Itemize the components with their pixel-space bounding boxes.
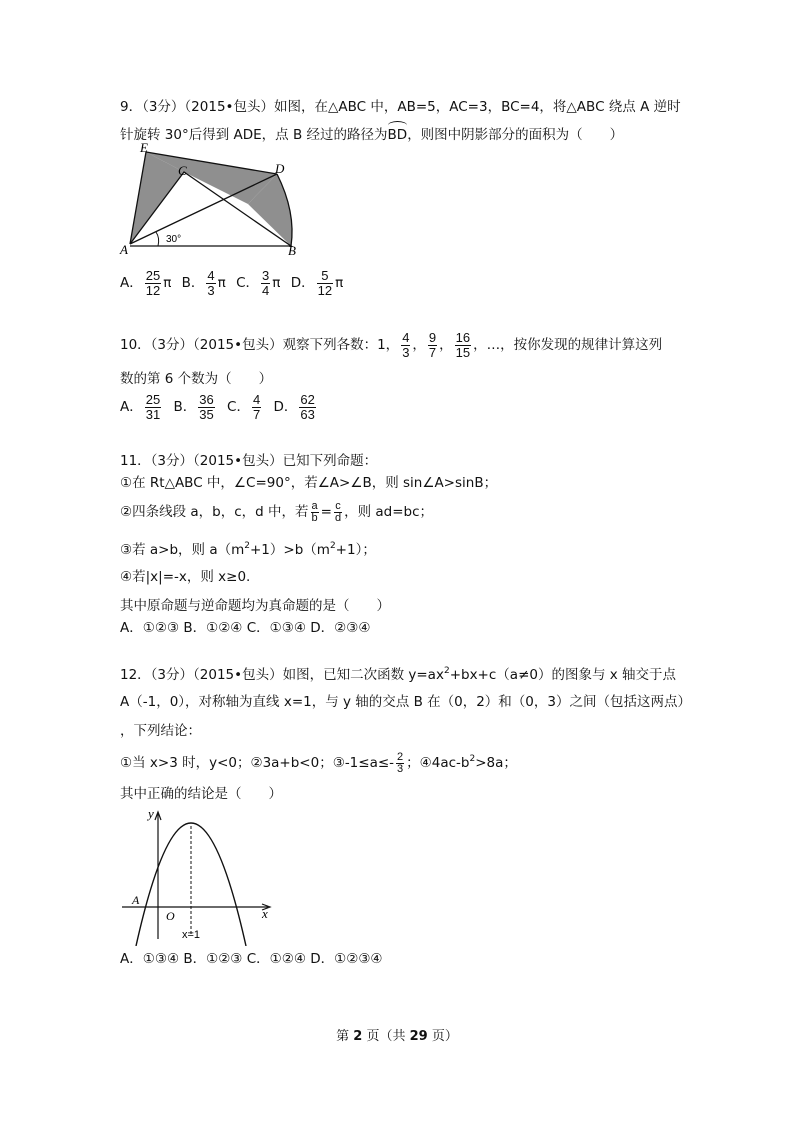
- q12-line1-b: +bx+c（a≠0）的图象与 x 轴交于点: [449, 667, 677, 683]
- frac-num: 4: [207, 267, 215, 283]
- q10-line1-b: ，…，按你发现的规律计算这列: [473, 337, 663, 353]
- q11-line1: 11．（3分）（2015•包头）已知下列命题：: [120, 453, 378, 469]
- page-footer: [0, 1025, 794, 1044]
- q12-label-a: A: [132, 893, 140, 907]
- superscript: 2: [329, 541, 336, 551]
- q10-option-a-label: A．: [120, 399, 143, 415]
- q10-frac-3: [455, 331, 471, 360]
- frac-den: 4: [262, 282, 270, 298]
- q10-option-d-label: D．: [273, 399, 298, 415]
- q10-option-d[interactable]: [274, 392, 318, 422]
- q12-frac: [396, 752, 404, 775]
- q9-label-e: E: [140, 142, 148, 155]
- frac-den: 7: [252, 406, 261, 422]
- q9-label-a: A: [120, 242, 128, 257]
- q10-option-a[interactable]: [120, 392, 163, 422]
- frac-num: 16: [455, 329, 471, 345]
- q10-option-b-frac: [198, 393, 214, 422]
- q11-frac-cd: [334, 501, 342, 524]
- frac-den: 35: [199, 406, 214, 422]
- frac-num: 5: [317, 269, 333, 284]
- q10-line1-a: 10．（3分）（2015•包头）观察下列各数：1，: [120, 337, 400, 353]
- q9-line2-a: 针旋转 30°后得到 ADE，点 B 经过的路径为: [120, 127, 388, 143]
- q9-option-c[interactable]: [236, 268, 280, 298]
- frac-den: 12: [145, 282, 161, 298]
- equals-sign: =: [320, 504, 332, 520]
- q10-option-c-frac: [252, 393, 261, 422]
- q12-label-x: x: [262, 906, 268, 921]
- q11-prop1: ①在 Rt△ABC 中，∠C=90°，若∠A>∠B，则 sin∠A>sinB；: [120, 475, 498, 491]
- q9-option-d-frac: [317, 269, 333, 298]
- q11-frac-ab: [311, 501, 319, 524]
- q9-line2-b: ，则图中阴影部分的面积为（ ）: [407, 127, 624, 143]
- frac-num: c: [335, 499, 341, 512]
- frac-den: 3: [402, 344, 410, 360]
- frac-num: 3: [262, 267, 270, 283]
- footer-total-pages: 29: [409, 1029, 428, 1044]
- q9-option-d-label: D．: [290, 275, 315, 291]
- q9-angle-arc: [156, 232, 159, 246]
- q9-option-d[interactable]: [291, 268, 344, 298]
- footer-page-number: 2: [353, 1029, 363, 1044]
- frac-den: 31: [145, 406, 161, 422]
- q12-line2: A（-1，0），对称轴为直线 x=1，与 y 轴的交点 B 在（0，2）和（0，3）之间（包括这两点）: [120, 694, 691, 710]
- pi-symbol: π: [335, 275, 344, 291]
- q11-prop3: [120, 537, 376, 559]
- q11-options[interactable]: A．①②③ B．①②④ C．①③④ D．②③④: [120, 620, 371, 636]
- q11-prop2: [120, 497, 433, 527]
- footer-mid: 页（共: [362, 1029, 410, 1044]
- q10-option-b[interactable]: [174, 392, 217, 422]
- pi-symbol: π: [272, 275, 281, 291]
- q12-figure: [118, 804, 278, 946]
- q9-arc-bd: BD: [388, 123, 408, 144]
- q12-conclusions-a: ①当 x>3 时，y<0；②3a+b<0；③-1≤a≤-: [120, 755, 395, 771]
- q12-line1: [120, 662, 676, 684]
- q9-label-b: B: [288, 243, 296, 258]
- q10-option-c[interactable]: [227, 392, 263, 422]
- q11-prop4: ④若|x|=-x，则 x≥0.: [120, 569, 251, 585]
- q12-conclusions: [120, 744, 517, 778]
- q10-options: [120, 392, 324, 422]
- pi-symbol: π: [217, 275, 226, 291]
- frac-num: 25: [145, 267, 161, 283]
- superscript: 2: [443, 666, 450, 676]
- pi-symbol: π: [163, 275, 172, 291]
- q9-option-c-label: C．: [236, 275, 260, 291]
- q9-line2: [120, 123, 623, 144]
- frac-den: 15: [455, 344, 471, 360]
- q9-options: [120, 268, 349, 298]
- frac-den: b: [311, 511, 318, 524]
- frac-num: 9: [428, 329, 437, 345]
- q9-option-a-label: A．: [120, 275, 143, 291]
- frac-num: 4: [252, 391, 261, 407]
- q9-line1: 9．（3分）（2015•包头）如图，在△ABC 中，AB=5，AC=3，BC=4，将△ABC 绕点 A 逆时: [120, 99, 681, 115]
- q12-label-y: y: [148, 806, 154, 821]
- footer-post: 页）: [427, 1029, 458, 1044]
- q9-label-d: D: [275, 161, 285, 176]
- q10-frac-1: [401, 331, 410, 360]
- frac-num: 4: [402, 329, 410, 345]
- q10-option-c-label: C．: [227, 399, 250, 415]
- superscript: 2: [244, 541, 250, 551]
- q10-option-a-frac: [145, 393, 161, 422]
- footer-pre: 第: [336, 1029, 354, 1044]
- q9-option-c-frac: [261, 269, 270, 298]
- q10-frac-2: [428, 331, 437, 360]
- q12-question: 其中正确的结论是（ ）: [120, 786, 282, 802]
- q11-prop3-a: ③若 a>b，则 a（m: [120, 542, 245, 558]
- q11-prop3-c: +1）；: [335, 542, 376, 558]
- q11-prop2-b: ，则 ad=bc；: [344, 504, 434, 520]
- frac-num: a: [311, 499, 318, 512]
- q9-figure: [118, 142, 308, 260]
- frac-num: 62: [300, 391, 315, 407]
- q11-prop3-b: +1）>b（m: [250, 542, 330, 558]
- q10-line1: 10．（3分）（2015•包头）观察下列各数：1， $\frac{4}{3}$ ， $\frac{9}{7}$ ， $\frac{16}{15}$ ，…，按你发现的规律计算这列: [120, 329, 663, 360]
- q12-label-o: O: [166, 909, 175, 923]
- q12-line1-a: 12．（3分）（2015•包头）如图，已知二次函数 y=ax: [120, 667, 444, 683]
- q9-label-c: C: [178, 163, 187, 178]
- frac-den: 3: [207, 282, 215, 298]
- q9-option-b[interactable]: [182, 268, 226, 298]
- frac-den: 7: [428, 344, 437, 360]
- q12-conclusions-b: ；④4ac-b: [406, 755, 470, 771]
- q12-conclusions-c: >8a；: [475, 755, 517, 771]
- q12-line3: ，下列结论：: [120, 723, 201, 739]
- q9-angle-label: 30°: [166, 234, 182, 245]
- frac-num: 36: [199, 391, 214, 407]
- superscript: 2: [469, 754, 476, 764]
- q9-option-a[interactable]: [120, 268, 171, 298]
- q10-option-b-label: B．: [173, 399, 197, 415]
- q9-option-a-frac: [145, 269, 161, 298]
- frac-den: 3: [397, 762, 404, 775]
- q12-label-axis: x=1: [182, 929, 201, 941]
- frac-den: 63: [300, 406, 315, 422]
- frac-den: d: [334, 511, 342, 524]
- q11-prop2-a: ②四条线段 a，b，c，d 中，若: [120, 504, 309, 520]
- q9-option-b-frac: [206, 269, 215, 298]
- frac-den: 12: [317, 282, 333, 298]
- q12-options[interactable]: A．①③④ B．①②③ C．①②④ D．①②③④: [120, 951, 383, 967]
- q10-option-d-frac: [299, 393, 315, 422]
- q9-option-b-label: B．: [181, 275, 205, 291]
- q11-question: 其中原命题与逆命题均为真命题的是（ ）: [120, 598, 390, 614]
- q10-line2: 数的第 6 个数为（ ）: [120, 371, 273, 387]
- frac-num: 2: [397, 750, 404, 763]
- frac-num: 25: [145, 391, 161, 407]
